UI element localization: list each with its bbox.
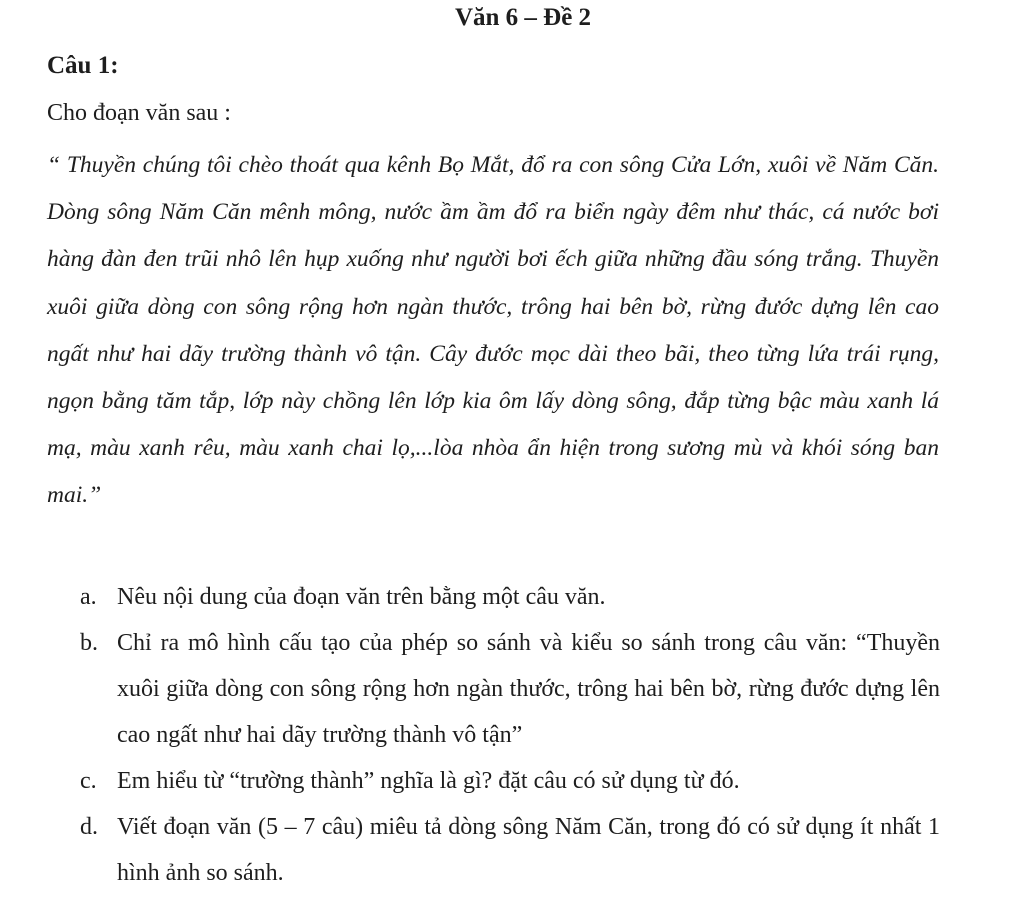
quoted-passage: “ Thuyền chúng tôi chèo thoát qua kênh Bọ Mắt, đổ ra con sông Cửa Lớn, xuôi về Năm Căn. Dòng sông Năm Căn mênh mông, nước ầm ầm đổ ra biển ngày đêm như thác, cá nước bơi hàng đàn đen trũi nhô lên hụp xuống như người bơi ếch giữa những đầu sóng trắng. Thuyền xuôi giữa dòng con sông rộng hơn ngàn thước, trông hai bên bờ, rừng đước dựng lên cao ngất như hai dãy trường thành vô tận. Cây đước mọc dài theo bãi, theo từng lứa trái rụng, ngọn bằng tăm tắp, lớp này chồng lên lớp kia ôm lấy dòng sông, đắp từng bậc màu xanh lá mạ, màu xanh rêu, màu xanh chai lọ,...lòa nhòa ẩn hiện trong sương mù và khói sóng ban mai.” — [47, 152, 939, 509]
sub-question-text: Chỉ ra mô hình cấu tạo của phép so sánh và kiểu so sánh trong câu văn: “Thuyền xuôi giữa dòng con sông rộng hơn ngàn thước, trông hai bên bờ, rừng đước dựng lên cao ngất như hai dãy trường thành vô tận” — [117, 630, 940, 748]
sub-question-c — [80, 758, 940, 804]
sub-question-marker: b. — [80, 630, 98, 656]
sub-question-marker: a. — [80, 584, 97, 610]
sub-question-b — [80, 620, 940, 758]
sub-question-text: Viết đoạn văn (5 – 7 câu) miêu tả dòng sông Năm Căn, trong đó có sử dụng ít nhất 1 hình ảnh so sánh. — [117, 814, 940, 886]
sub-question-text: Nêu nội dung của đoạn văn trên bằng một câu văn. — [117, 584, 606, 610]
question-intro: Cho đoạn văn sau : — [47, 100, 231, 126]
sub-question-list — [80, 574, 940, 896]
sub-question-marker: c. — [80, 768, 97, 794]
sub-question-marker: d. — [80, 814, 98, 840]
sub-question-d — [80, 804, 940, 896]
sub-question-a — [80, 574, 940, 620]
question-heading: Câu 1: — [47, 52, 119, 79]
page-title: Văn 6 – Đề 2 — [454, 4, 592, 31]
sub-question-text: Em hiểu từ “trường thành” nghĩa là gì? đặt câu có sử dụng từ đó. — [117, 768, 740, 794]
